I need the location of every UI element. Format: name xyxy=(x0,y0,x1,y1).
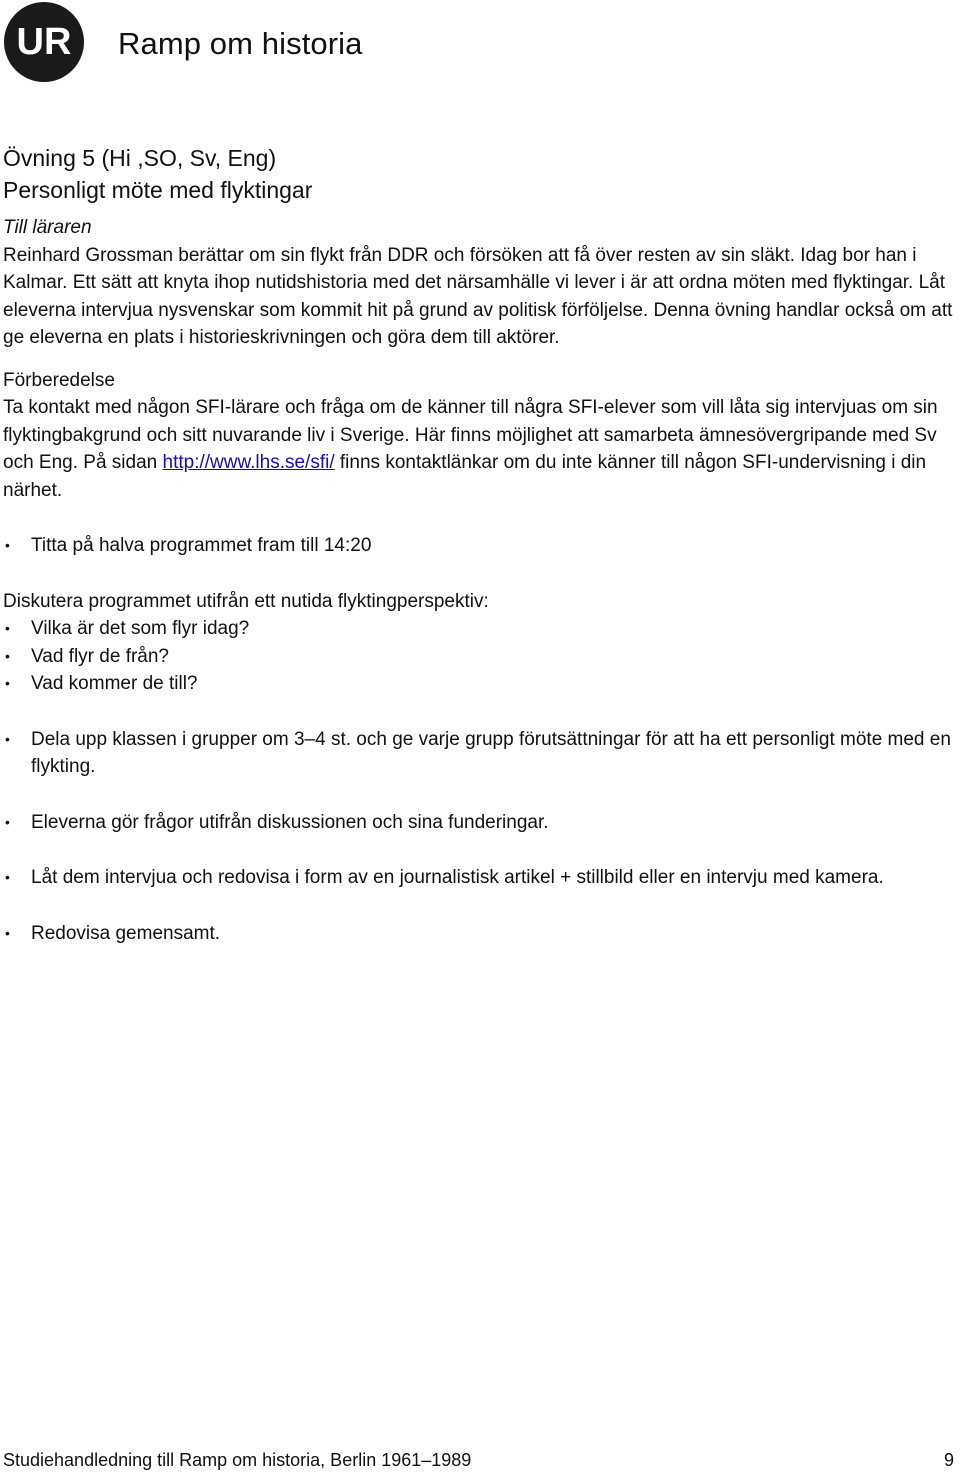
preparation-heading: Förberedelse xyxy=(3,369,115,391)
bullet-icon: • xyxy=(5,813,10,830)
bullet-icon: • xyxy=(5,730,10,747)
discuss-intro: Diskutera programmet utifrån ett nutida flyktingperspektiv: xyxy=(3,590,489,612)
step-present: Redovisa gemensamt. xyxy=(31,922,221,944)
bullet-icon: • xyxy=(5,647,10,664)
list-item xyxy=(3,670,957,698)
bullet-icon: • xyxy=(5,537,10,553)
bullet-icon: • xyxy=(5,869,10,885)
preparation-text-end: finns kontaktlänkar om du inte känner till någon SFI-undervisning i din närhet. xyxy=(3,452,927,501)
teacher-text: Reinhard Grossman berättar om sin flykt från DDR och försöken att få över resten av sin släkt. Idag bor han i Kalmar. Ett sätt att knyta ihop nutidshistoria med det närsamhälle vi lever i är att ordna möten med flyktingar. Låt eleverna intervjua nysvenskar som kommit hit på grund av politisk förföljelse. Denna övning handlar också om att ge eleverna en plats i historieskrivningen och göra dem till aktörer. xyxy=(3,244,953,348)
step-questions: Eleverna gör frågor utifrån diskussionen och sina funderingar. xyxy=(31,811,549,833)
list-item xyxy=(3,615,957,643)
bullet-icon: • xyxy=(5,924,10,941)
sfi-link[interactable]: http://www.lhs.se/sfi/ xyxy=(162,452,335,473)
exercise-title-line2: Personligt möte med flyktingar xyxy=(3,177,313,203)
step-watch: Titta på halva programmet fram till 14:20 xyxy=(31,535,372,556)
list-item xyxy=(3,643,957,671)
step-interview: Låt dem intervjua och redovisa i form av en journalistisk artikel + stillbild eller en intervju med kamera. xyxy=(31,867,884,888)
app-title: Ramp om historia xyxy=(118,26,363,61)
bullet-icon: • xyxy=(5,675,10,691)
exercise-title xyxy=(3,142,957,206)
footer-text: Studiehandledning till Ramp om historia, Berlin 1961–1989 xyxy=(3,1450,472,1470)
header xyxy=(4,2,363,82)
exercise-title-line1: Övning 5 (Hi ,SO, Sv, Eng) xyxy=(3,145,277,171)
question-item: Vad flyr de från? xyxy=(31,645,170,667)
question-item: Vilka är det som flyr idag? xyxy=(31,618,250,639)
ur-logo xyxy=(4,2,84,82)
document-body xyxy=(3,142,957,947)
teacher-label: Till läraren xyxy=(3,217,92,238)
list-item xyxy=(3,726,957,781)
page-number: 9 xyxy=(943,1450,954,1470)
footer xyxy=(3,1448,954,1472)
svg-text:UR: UR xyxy=(16,21,72,63)
list-item xyxy=(3,920,957,948)
question-item: Vad kommer de till? xyxy=(31,673,198,694)
list-item xyxy=(3,532,957,560)
list-item xyxy=(3,864,957,892)
preparation-text-start: Ta kontakt med någon SFI-lärare och fråga om de känner till några SFI-elever som vill låta sig intervjuas om sin flyktingbakgrund och sitt nuvarande liv i Sverige. Här finns möjlighet att samarbeta ämnesövergripande med Sv och Eng. På sidan xyxy=(3,397,938,473)
preparation-text xyxy=(3,394,957,504)
list-item xyxy=(3,809,957,837)
bullet-icon: • xyxy=(5,620,10,636)
step-groups: Dela upp klassen i grupper om 3–4 st. och ge varje grupp förutsättningar för att ha ett personligt möte med en flykting. xyxy=(31,728,951,777)
